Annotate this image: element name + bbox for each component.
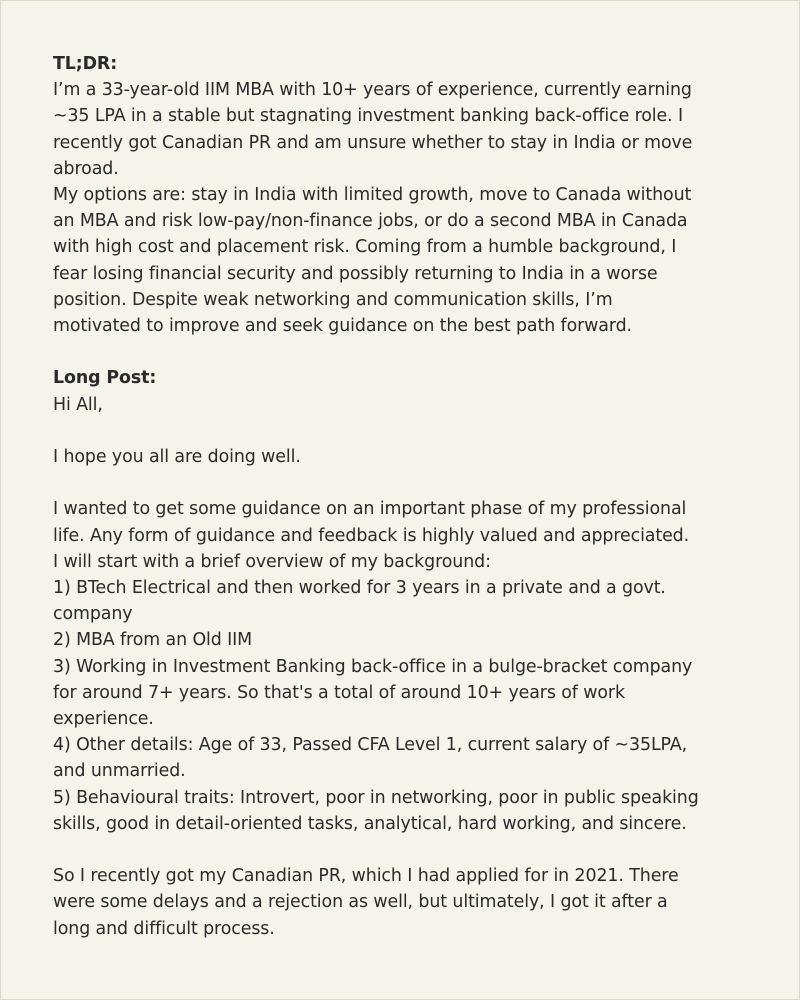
paragraph-gap — [53, 837, 757, 863]
tldr-heading: TL;DR: — [53, 54, 118, 74]
background-item: for around 7+ years. So that's a total of around 10+ years of work — [53, 682, 625, 703]
paragraph-gap — [53, 418, 757, 444]
paragraph-gap — [53, 339, 757, 365]
greeting: Hi All, — [53, 394, 103, 415]
background-item: experience. — [53, 709, 154, 730]
pr-line: were some delays and a rejection as well, but ultimately, I got it after a — [53, 892, 668, 913]
background-item: 5) Behavioural traits: Introvert, poor in networking, poor in public speaking — [53, 787, 699, 808]
tldr-line: position. Despite weak networking and communication skills, I’m — [53, 289, 613, 310]
pr-line: long and difficult process. — [53, 918, 275, 939]
tldr-line: motivated to improve and seek guidance on the best path forward. — [53, 316, 632, 337]
background-item: 4) Other details: Age of 33, Passed CFA Level 1, current salary of ~35LPA, — [53, 735, 688, 756]
paragraph-gap — [53, 470, 757, 496]
long-post-heading: Long Post: — [53, 368, 157, 389]
intro-line: I will start with a brief overview of my background: — [53, 551, 491, 572]
background-item: 1) BTech Electrical and then worked for 3 years in a private and a govt. — [53, 578, 666, 599]
tldr-line: an MBA and risk low-pay/non-finance jobs, or do a second MBA in Canada — [53, 211, 688, 232]
background-item: 2) MBA from an Old IIM — [53, 630, 253, 651]
intro-line: life. Any form of guidance and feedback is highly valued and appreciated. — [53, 525, 690, 546]
tldr-line: with high cost and placement risk. Coming from a humble background, I — [53, 237, 677, 258]
tldr-line: I’m a 33-year-old IIM MBA with 10+ years of experience, currently earning — [53, 80, 692, 101]
tldr-line: recently got Canadian PR and am unsure whether to stay in India or move — [53, 132, 693, 153]
post-body — [53, 51, 757, 942]
pr-line: So I recently got my Canadian PR, which I had applied for in 2021. There — [53, 866, 679, 887]
tldr-line: fear losing financial security and possibly returning to India in a worse — [53, 263, 658, 284]
intro-line: I wanted to get some guidance on an important phase of my professional — [53, 499, 687, 520]
tldr-line: ~35 LPA in a stable but stagnating investment banking back-office role. I — [53, 106, 684, 127]
background-item: company — [53, 604, 133, 625]
wellwish: I hope you all are doing well. — [53, 447, 301, 468]
background-item: 3) Working in Investment Banking back-office in a bulge-bracket company — [53, 656, 693, 677]
tldr-line: abroad. — [53, 158, 119, 179]
tldr-section — [53, 51, 757, 339]
tldr-line: My options are: stay in India with limited growth, move to Canada without — [53, 185, 692, 206]
background-item: skills, good in detail-oriented tasks, analytical, hard working, and sincere. — [53, 813, 687, 834]
long-post-section — [53, 365, 757, 941]
background-item: and unmarried. — [53, 761, 186, 782]
